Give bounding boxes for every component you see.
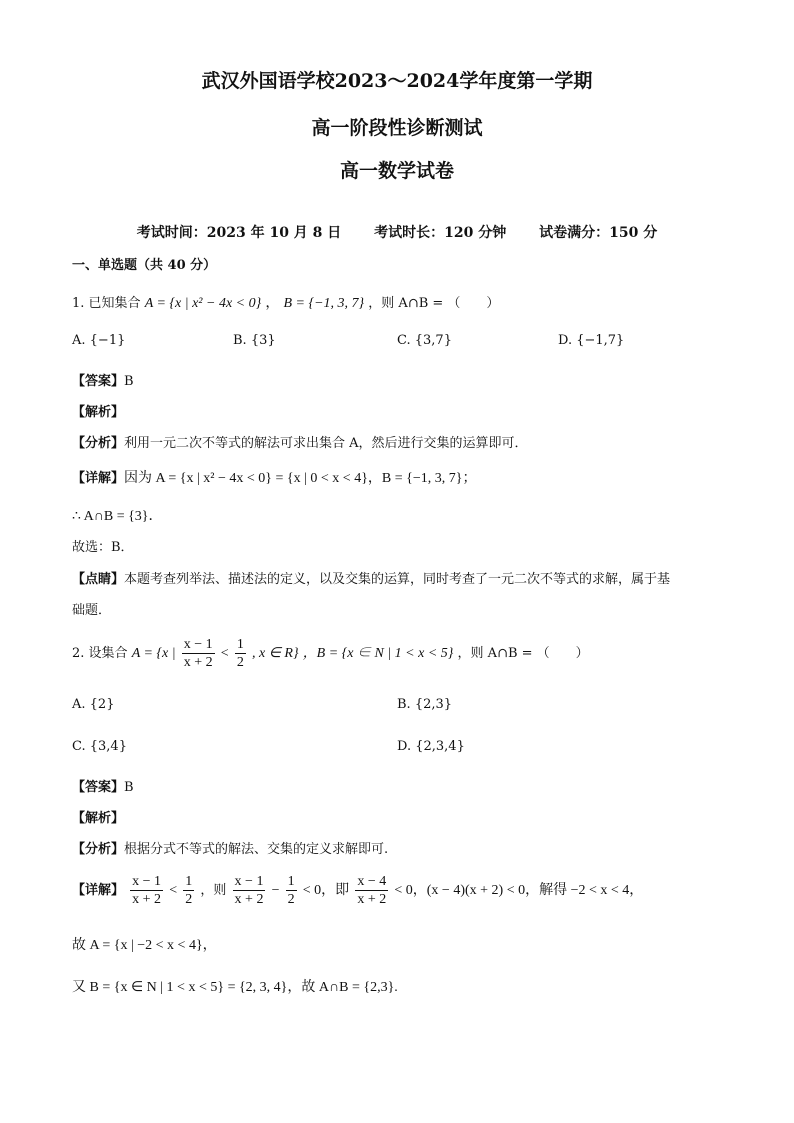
q1-prefix: 1. 已知集合 [72, 296, 141, 311]
q1-analysis-tag: 【解析】 [72, 405, 125, 420]
q2-set-a-post: , x ∈ R} [251, 646, 299, 661]
q1-option-c: C. {3,7} [397, 333, 452, 348]
detail-text: 因为 A = {x | x² − 4x < 0} = {x | 0 < x < 4}，B = {−1, 3, 7}； [124, 471, 477, 486]
q1-choice: 故选：B． [72, 540, 134, 555]
q2-option-a: A. {2} [72, 697, 115, 712]
q2-set-a-pre: A = {x | [131, 646, 176, 661]
detail-tag: 【详解】 [72, 471, 125, 486]
q2-option-b: B. {2,3} [397, 697, 453, 712]
detail-frac-1: $\frac{x - 1}{x + 2}$ [132, 874, 162, 907]
q2-detail-3: 又 B = {x ∈ N | 1 < x < 5} = {2, 3, 4}，故 A∩B = {2,3}. [72, 980, 398, 995]
detail-half-1: $\frac{1}{2}$ [185, 874, 193, 907]
q1-answer [72, 370, 134, 389]
exam-duration: 考试时长：120 分钟 [374, 225, 507, 241]
q1-set-b: B = {−1, 3, 7} [283, 296, 365, 311]
exam-title: 高一阶段性诊断测试 [311, 117, 483, 139]
q2-option-d: D. {2,3,4} [397, 739, 465, 754]
answer-tag: 【答案】 [72, 780, 125, 795]
answer-value: B [124, 374, 134, 389]
q1-option-d: D. {−1,7} [558, 333, 625, 348]
q2-answer [72, 776, 134, 795]
section-heading: 一、单选题（共 40 分） [72, 258, 217, 273]
q1-fenxi [72, 432, 528, 451]
q2-half: $\frac{1}{2}$ [236, 637, 244, 670]
detail-frac-2: $\frac{x - 1}{x + 2}$ [234, 874, 264, 907]
q1-detail [72, 467, 476, 487]
school-title: 武汉外国语学校2023～2024学年度第一学期 [201, 70, 593, 92]
paper-title: 高一数学试卷 [339, 160, 454, 182]
q1-dianjing-2: 础题． [72, 603, 112, 618]
dianjing-text: 本题考查列举法、描述法的定义，以及交集的运算，同时考查了一元二次不等式的求解，属于基 [124, 572, 671, 587]
exam-time: 考试时间：2023 年 10 月 8 日 [136, 225, 342, 241]
detail-rest: < 0，(x − 4)(x + 2) < 0，解得 −2 < x < 4， [394, 883, 644, 898]
q2-suffix: ，则 A∩B = （ ） [457, 646, 589, 661]
q1-set-a: A = {x | x² − 4x < 0} [144, 296, 262, 311]
answer-tag: 【答案】 [72, 374, 125, 389]
detail-then: ，则 [200, 883, 227, 898]
q2-fenxi [72, 838, 388, 857]
exam-score: 试卷满分：150 分 [539, 225, 658, 241]
dianjing-tag: 【点睛】 [72, 572, 125, 587]
q2-stem: 2. 设集合 A = {x | $\frac{x - 1}{x + 2}$ < $\frac{1}{2}$ , x ∈ R} ，B = {x ∈ N | 1 < x < 5} ，则 A∩B = （ ） [72, 637, 589, 670]
fenxi-tag: 【分析】 [72, 842, 125, 857]
detail-frac-3: $\frac{x - 4}{x + 2}$ [357, 874, 387, 907]
detail-half-2: $\frac{1}{2}$ [287, 874, 295, 907]
exam-info [0, 222, 794, 242]
fenxi-text: 根据分式不等式的解法、交集的定义求解即可. [124, 842, 389, 857]
q2-detail: 【详解】 $\frac{x - 1}{x + 2}$ < $\frac{1}{2}$ ，则 $\frac{x - 1}{x + 2}$ − $\frac{1}{2}$ < 0，即 $\frac{x - 4}{x + 2}$ < 0，(x − 4)(x + 2) < 0，解得 −2 < x < 4， [72, 874, 644, 907]
answer-value: B [124, 780, 134, 795]
detail-lt0: < 0，即 [302, 883, 350, 898]
fenxi-tag: 【分析】 [72, 436, 125, 451]
q2-prefix: 2. 设集合 [72, 646, 128, 661]
q1-stem: 1. 已知集合 A = {x | x² − 4x < 0} ， B = {−1, 3, 7} ，则 A∩B = （ ） [72, 296, 500, 311]
q2-detail-2: 故 A = {x | −2 < x < 4}， [72, 938, 217, 953]
detail-tag: 【详解】 [72, 883, 125, 898]
q1-option-a: A. {−1} [72, 333, 126, 348]
q1-suffix: ，则 A∩B = （ ） [368, 296, 500, 311]
q2-set-b: ，B = {x ∈ N | 1 < x < 5} [302, 646, 454, 661]
q1-option-b: B. {3} [233, 333, 276, 348]
q2-analysis-tag: 【解析】 [72, 811, 125, 826]
fenxi-text: 利用一元二次不等式的解法可求出集合 A，然后进行交集的运算即可． [124, 436, 528, 451]
q1-dianjing [72, 568, 670, 587]
q1-detail-2: ∴ A∩B = {3}． [72, 509, 163, 524]
q2-option-c: C. {3,4} [72, 739, 127, 754]
q2-fraction: $\frac{x - 1}{x + 2}$ [183, 637, 213, 670]
